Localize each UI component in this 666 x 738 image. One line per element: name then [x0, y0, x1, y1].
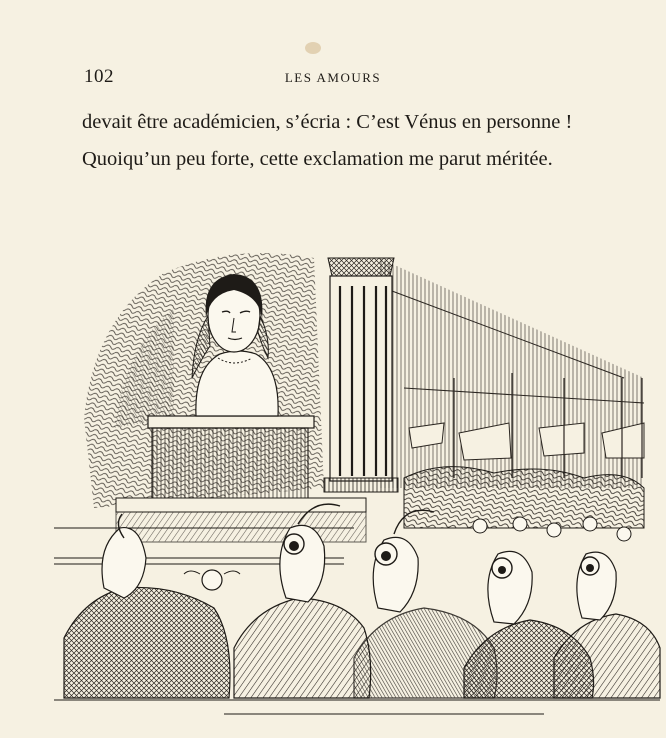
body-text	[82, 104, 622, 178]
page-number: 102	[84, 66, 114, 87]
text-line: Quoiqu’un peu forte, cette exclamation me parut méritée.	[82, 148, 553, 170]
bottom-rule	[54, 700, 660, 714]
engraving-illustration	[24, 228, 666, 722]
running-head: LES AMOURS	[284, 70, 382, 85]
apple-ornament	[184, 570, 240, 590]
background-drapery	[379, 258, 644, 488]
column	[324, 258, 398, 492]
text-line: devait être académicien, s’écria : C’est Vénus en personne !	[82, 111, 573, 133]
spectator	[554, 552, 660, 698]
paper-stain	[305, 42, 321, 54]
